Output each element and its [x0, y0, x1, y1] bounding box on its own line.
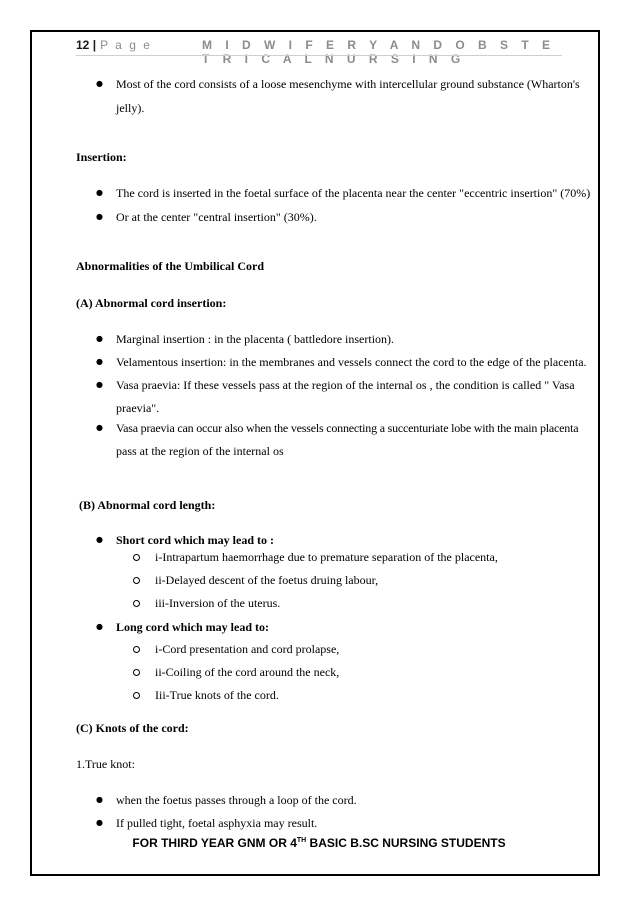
section-c-heading: (C) Knots of the cord: [76, 721, 189, 735]
knot-item-1: when the foetus passes through a loop of the cord. [116, 793, 357, 807]
intro-bullet-line1: Most of the cord consists of a loose mesenchyme with intercellular ground substance (Wharton's [116, 77, 580, 91]
long-cord-subitem-2: ii-Coiling of the cord around the neck, [155, 665, 340, 679]
bullet-icon: ● [96, 334, 103, 343]
section-a-item-3-line2: praevia". [116, 401, 160, 415]
page-separator: | [92, 38, 97, 52]
section-a-item-2: Velamentous insertion: in the membranes and vessels connect the cord to the edge of the placenta. [116, 355, 587, 369]
footer-superscript: TH [296, 837, 307, 844]
circle-bullet-icon [133, 554, 140, 561]
page-header [76, 38, 562, 66]
short-cord-subitem-2: ii-Delayed descent of the foetus druing labour, [155, 573, 379, 587]
page-number: 12 [76, 38, 90, 52]
short-cord-subitem-1: i-Intrapartum haemorrhage due to premature separation of the placenta, [155, 550, 498, 564]
footer-text-end: BASIC B.SC NURSING STUDENTS [306, 836, 506, 850]
short-cord-label: Short cord which may lead to : [116, 533, 274, 547]
bullet-icon: ● [96, 357, 103, 366]
long-cord-subitem-3: Iii-True knots of the cord. [155, 688, 279, 702]
bullet-icon: ● [96, 535, 103, 544]
page-label: P a g e [100, 38, 152, 52]
intro-bullet-line2: jelly). [116, 101, 145, 115]
section-a-heading: (A) Abnormal cord insertion: [76, 296, 227, 310]
section-a-item-4-line2: pass at the region of the internal os [116, 444, 284, 458]
bullet-icon: ● [96, 212, 103, 221]
bullet-icon: ● [96, 79, 103, 88]
bullet-icon: ● [96, 188, 103, 197]
knot-item-2: If pulled tight, foetal asphyxia may result. [116, 816, 318, 830]
footer-text-start: FOR THIRD YEAR GNM OR 4 [132, 836, 297, 850]
insertion-item-2: Or at the center "central insertion" (30%). [116, 210, 317, 224]
true-knot-label: 1.True knot: [76, 757, 135, 771]
bullet-icon: ● [96, 423, 103, 432]
header-divider [76, 55, 562, 56]
bullet-icon: ● [96, 818, 103, 827]
document-title: M I D W I F E R Y A N D O B S T E T R I C A L N U R S I N G [202, 38, 556, 66]
page-footer [0, 836, 638, 850]
circle-bullet-icon [133, 646, 140, 653]
abnormalities-heading: Abnormalities of the Umbilical Cord [76, 259, 264, 273]
circle-bullet-icon [133, 600, 140, 607]
insertion-item-1: The cord is inserted in the foetal surface of the placenta near the center "eccentric insertion" (70%) [116, 186, 591, 200]
insertion-heading: Insertion: [76, 150, 127, 164]
long-cord-subitem-1: i-Cord presentation and cord prolapse, [155, 642, 340, 656]
circle-bullet-icon [133, 577, 140, 584]
page-number-block [76, 38, 152, 52]
short-cord-subitem-3: iii-Inversion of the uterus. [155, 596, 281, 610]
circle-bullet-icon [133, 669, 140, 676]
section-a-item-4-line1: Vasa praevia can occur also when the vessels connecting a succenturiate lobe with the main placenta [116, 421, 579, 435]
bullet-icon: ● [96, 622, 103, 631]
long-cord-label: Long cord which may lead to: [116, 620, 269, 634]
bullet-icon: ● [96, 380, 103, 389]
circle-bullet-icon [133, 692, 140, 699]
section-a-item-1: Marginal insertion : in the placenta ( battledore insertion). [116, 332, 395, 346]
section-b-heading: (B) Abnormal cord length: [79, 498, 216, 512]
section-a-item-3-line1: Vasa praevia: If these vessels pass at the region of the internal os , the condition is called " Vasa [116, 378, 575, 392]
bullet-icon: ● [96, 795, 103, 804]
